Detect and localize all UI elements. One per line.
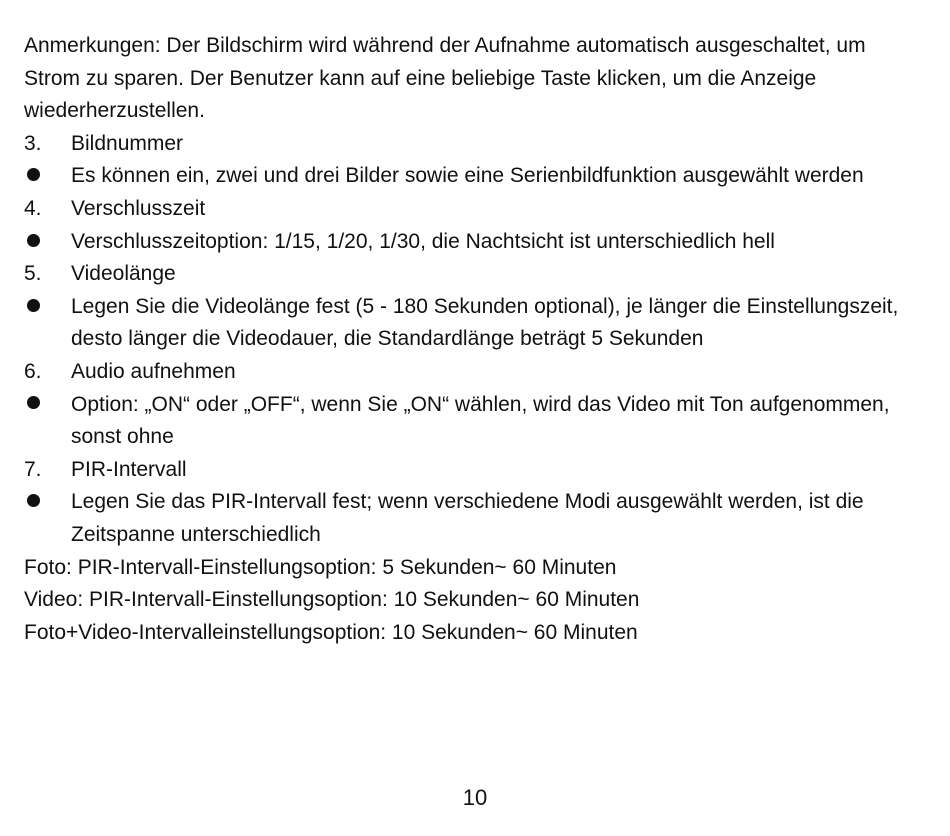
section-number: 4.	[24, 196, 42, 220]
bullet-icon	[24, 160, 71, 193]
section-title: Bildnummer	[71, 131, 184, 155]
section-number: 3.	[24, 131, 42, 155]
section-number: 7.	[24, 457, 42, 481]
bullet-item	[24, 486, 924, 551]
section-heading-3	[24, 128, 924, 161]
interval-note-photo: Foto: PIR-Intervall-Einstellungsoption: 5 Sekunden~ 60 Minuten	[24, 555, 617, 579]
page-number: 10	[462, 785, 488, 810]
bullet-text: Legen Sie das PIR-Intervall fest; wenn verschiedene Modi ausgewählt werden, ist die Zeitspanne unterschiedlich	[71, 490, 864, 546]
bullet-text: Verschlusszeitoption: 1/15, 1/20, 1/30, die Nachtsicht ist unterschiedlich hell	[71, 229, 775, 253]
section-number: 5.	[24, 262, 42, 286]
bullet-item	[24, 226, 924, 259]
interval-note-video: Video: PIR-Intervall-Einstellungsoption: 10 Sekunden~ 60 Minuten	[24, 588, 640, 612]
bullet-icon	[24, 291, 71, 324]
section-number: 6.	[24, 359, 42, 383]
bullet-item	[24, 160, 924, 193]
section-title: Videolänge	[71, 262, 176, 286]
bullet-item	[24, 291, 924, 356]
document-page	[24, 30, 924, 649]
section-heading-4	[24, 193, 924, 226]
bullet-text: Es können ein, zwei und drei Bilder sowie eine Serienbildfunktion ausgewählt werden	[71, 164, 864, 188]
section-heading-5	[24, 258, 924, 291]
bullet-text: Option: „ON“ oder „OFF“, wenn Sie „ON“ wählen, wird das Video mit Ton aufgenommen, sonst ohne	[71, 392, 890, 449]
bullet-text: Legen Sie die Videolänge fest (5 - 180 Sekunden optional), je länger die Einstellungszeit, desto länger die Videodauer, die Standardlänge beträgt 5 Sekunden	[71, 294, 899, 351]
bullet-icon	[24, 226, 71, 259]
section-title: PIR-Intervall	[71, 457, 187, 481]
bullet-item	[24, 389, 924, 454]
section-heading-6	[24, 356, 924, 389]
interval-note-photo-video: Foto+Video-Intervalleinstellungsoption: 10 Sekunden~ 60 Minuten	[24, 620, 638, 644]
section-heading-7	[24, 454, 924, 487]
section-title: Verschlusszeit	[71, 196, 206, 220]
intro-note: Anmerkungen: Der Bildschirm wird während der Aufnahme automatisch ausgeschaltet, um Strom zu sparen. Der Benutzer kann auf eine beliebige Taste klicken, um die Anzeige wiederherzustellen.	[24, 34, 866, 123]
bullet-icon	[24, 389, 71, 422]
bullet-icon	[24, 486, 71, 519]
section-title: Audio aufnehmen	[71, 359, 236, 383]
